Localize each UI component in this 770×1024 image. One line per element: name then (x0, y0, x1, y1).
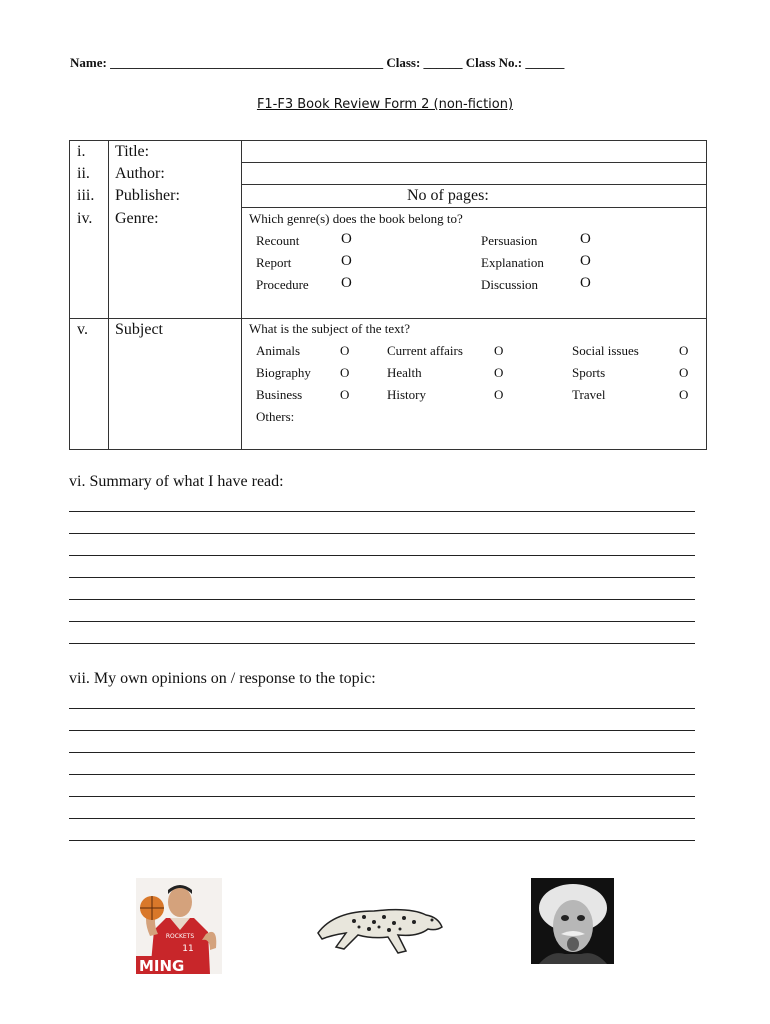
radio-circle-explanation[interactable]: O (580, 253, 591, 269)
cheetah-illustration (314, 889, 446, 957)
radio-circle-history[interactable]: O (494, 387, 504, 402)
radio-circle-travel[interactable]: O (679, 387, 689, 402)
radio-circle-procedure[interactable]: O (341, 275, 352, 291)
jersey-text: ROCKETS (165, 933, 195, 940)
opinions-title: vii. My own opinions on / response to the topic: (69, 670, 376, 687)
writing-line[interactable] (69, 533, 695, 534)
title-label: Title: (115, 143, 150, 160)
writing-line[interactable] (69, 555, 695, 556)
genre-question: Which genre(s) does the book belong to? (249, 211, 463, 226)
pages-label: No of pages: (407, 187, 489, 204)
jersey-number: 11 (182, 944, 194, 954)
row-number: v. (77, 321, 88, 338)
writing-line[interactable] (69, 643, 695, 644)
subject-option: Animals (256, 343, 301, 358)
subject-option: History (387, 387, 426, 402)
class-blank[interactable]: ______ (423, 55, 463, 70)
subject-option: Travel (572, 387, 606, 402)
genre-option: Recount (256, 233, 300, 248)
radio-circle-discussion[interactable]: O (580, 275, 591, 291)
form-title: F1-F3 Book Review Form 2 (non-fiction) (256, 97, 514, 112)
basketball-player-illustration (136, 878, 222, 974)
row-number: iii. (77, 187, 95, 204)
subject-option: Biography (256, 365, 311, 380)
subject-label: Subject (115, 321, 163, 338)
radio-circle-persuasion[interactable]: O (580, 231, 591, 247)
writing-line[interactable] (69, 599, 695, 600)
writing-line[interactable] (69, 708, 695, 709)
name-blank[interactable]: __________________________________________ (110, 55, 384, 70)
genre-option: Persuasion (481, 233, 538, 248)
player-caption: MING (139, 957, 185, 974)
subject-question: What is the subject of the text? (249, 321, 411, 336)
row-number: ii. (77, 165, 90, 182)
class-no-blank[interactable]: ______ (525, 55, 565, 70)
radio-circle-animals[interactable]: O (340, 343, 350, 358)
class-no-label: Class No.: (465, 55, 523, 70)
author-label: Author: (115, 165, 165, 182)
table-divider (70, 318, 706, 319)
header-fields (70, 55, 564, 71)
writing-line[interactable] (69, 818, 695, 819)
radio-circle-report[interactable]: O (341, 253, 352, 269)
summary-title: vi. Summary of what I have read: (69, 473, 284, 490)
class-label: Class: (386, 55, 421, 70)
subject-option: Social issues (572, 343, 639, 358)
genre-option: Procedure (256, 277, 309, 292)
writing-line[interactable] (69, 511, 695, 512)
writing-line[interactable] (69, 774, 695, 775)
genre-label: Genre: (115, 210, 159, 227)
genre-option: Report (256, 255, 292, 270)
radio-circle-business[interactable]: O (340, 387, 350, 402)
name-label: Name: (70, 55, 107, 70)
table-divider (241, 141, 242, 449)
table-divider (108, 141, 109, 449)
writing-line[interactable] (69, 840, 695, 841)
writing-line[interactable] (69, 621, 695, 622)
genre-option: Explanation (481, 255, 544, 270)
cheetah-image (314, 889, 446, 957)
subject-option: Health (387, 365, 422, 380)
radio-circle-health[interactable]: O (494, 365, 504, 380)
radio-circle-current-affairs[interactable]: O (494, 343, 504, 358)
writing-line[interactable] (69, 577, 695, 578)
radio-circle-social-issues[interactable]: O (679, 343, 689, 358)
row-number: iv. (77, 210, 93, 227)
genre-option: Discussion (481, 277, 539, 292)
radio-circle-sports[interactable]: O (679, 365, 689, 380)
table-divider (241, 207, 706, 208)
title-field[interactable] (242, 141, 706, 162)
publisher-label: Publisher: (115, 187, 180, 204)
subject-option: Current affairs (387, 343, 463, 358)
basketball-player-image (136, 878, 222, 974)
subject-option: Sports (572, 365, 606, 380)
others-label: Others: (256, 409, 295, 424)
table-divider (241, 184, 706, 185)
radio-circle-biography[interactable]: O (340, 365, 350, 380)
author-field[interactable] (242, 163, 706, 184)
row-number: i. (77, 143, 86, 160)
writing-line[interactable] (69, 796, 695, 797)
subject-option: Business (256, 387, 303, 402)
writing-line[interactable] (69, 730, 695, 731)
einstein-image (531, 878, 614, 964)
book-info-table (69, 140, 707, 450)
einstein-illustration (531, 878, 614, 964)
writing-line[interactable] (69, 752, 695, 753)
radio-circle-recount[interactable]: O (341, 231, 352, 247)
